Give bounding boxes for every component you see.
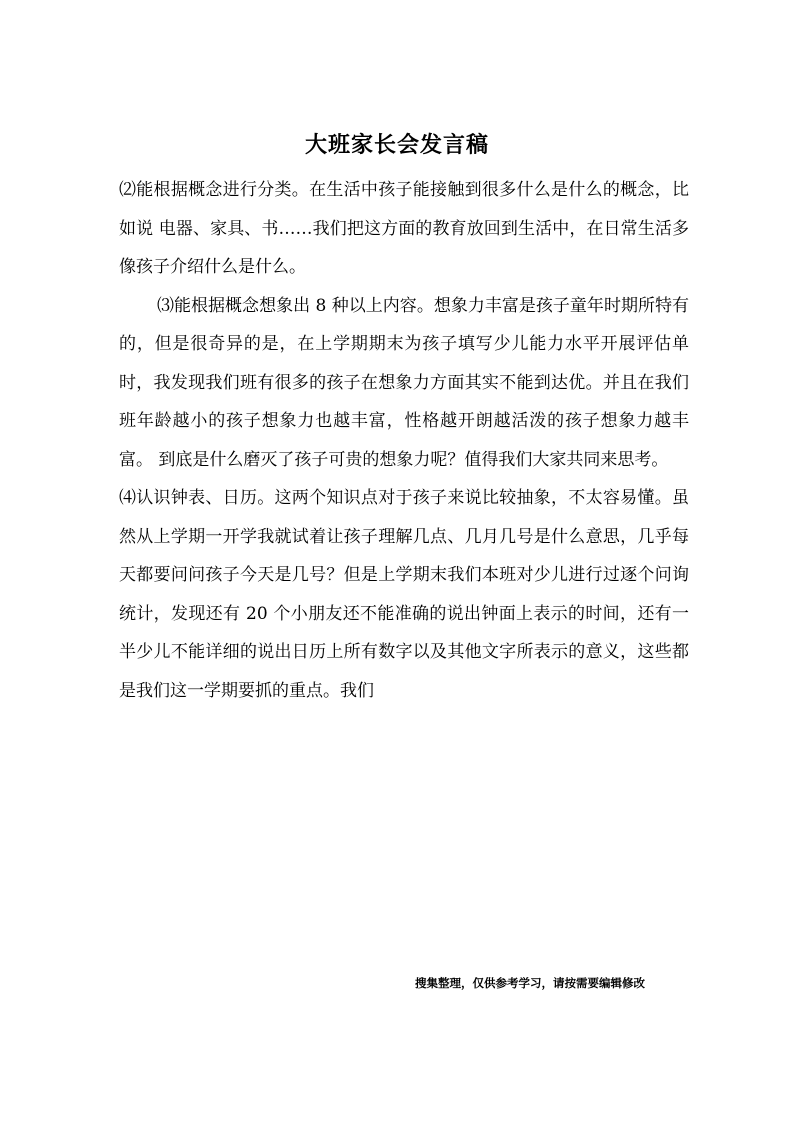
paragraph-imagination: ⑶能根据概念想象出 8 种以上内容。想象力丰富是孩子童年时期所特有的，但是很奇异的是，在上学期期末为孩子填写少儿能力水平开展评估单时，我发现我们班有很多的孩子在想象力方面其实不能到达优。并且在我们班年龄越小的孩子想象力也越丰富，性格越开朗越活泼的孩子想象力越丰富。 到底是什么磨灭了孩子可贵的想象力呢？值得我们大家共同来思考。 (119, 295, 689, 470)
paragraph-classification: ⑵能根据概念进行分类。在生活中孩子能接触到很多什么是什么的概念，比如说 电器、家具、书……我们把这方面的教育放回到生活中，在日常生活多像孩子介绍什么是什么。 (119, 180, 689, 277)
document-body (119, 171, 689, 710)
footer-note: 搜集整理，仅供参考学习，请按需要编辑修改 (415, 976, 645, 990)
paragraph-clock-calendar: ⑷认识钟表、日历。这两个知识点对于孩子来说比较抽象，不太容易懂。虽然从上学期一开学我就试着让孩子理解几点、几月几号是什么意思，几乎每天都要问问孩子今天是几号？但是上学期末我们本班对少儿进行过逐个问询统计，发现还有 20 个小朋友还不能准确的说出钟面上表示的时间，还有一半少儿不能详细的说出日历上所有数字以及其他文字所表示的意义，这些都是我们这一学期要抓的重点。我们 (119, 488, 689, 701)
document-title: 大班家长会发言稿 (304, 132, 489, 158)
